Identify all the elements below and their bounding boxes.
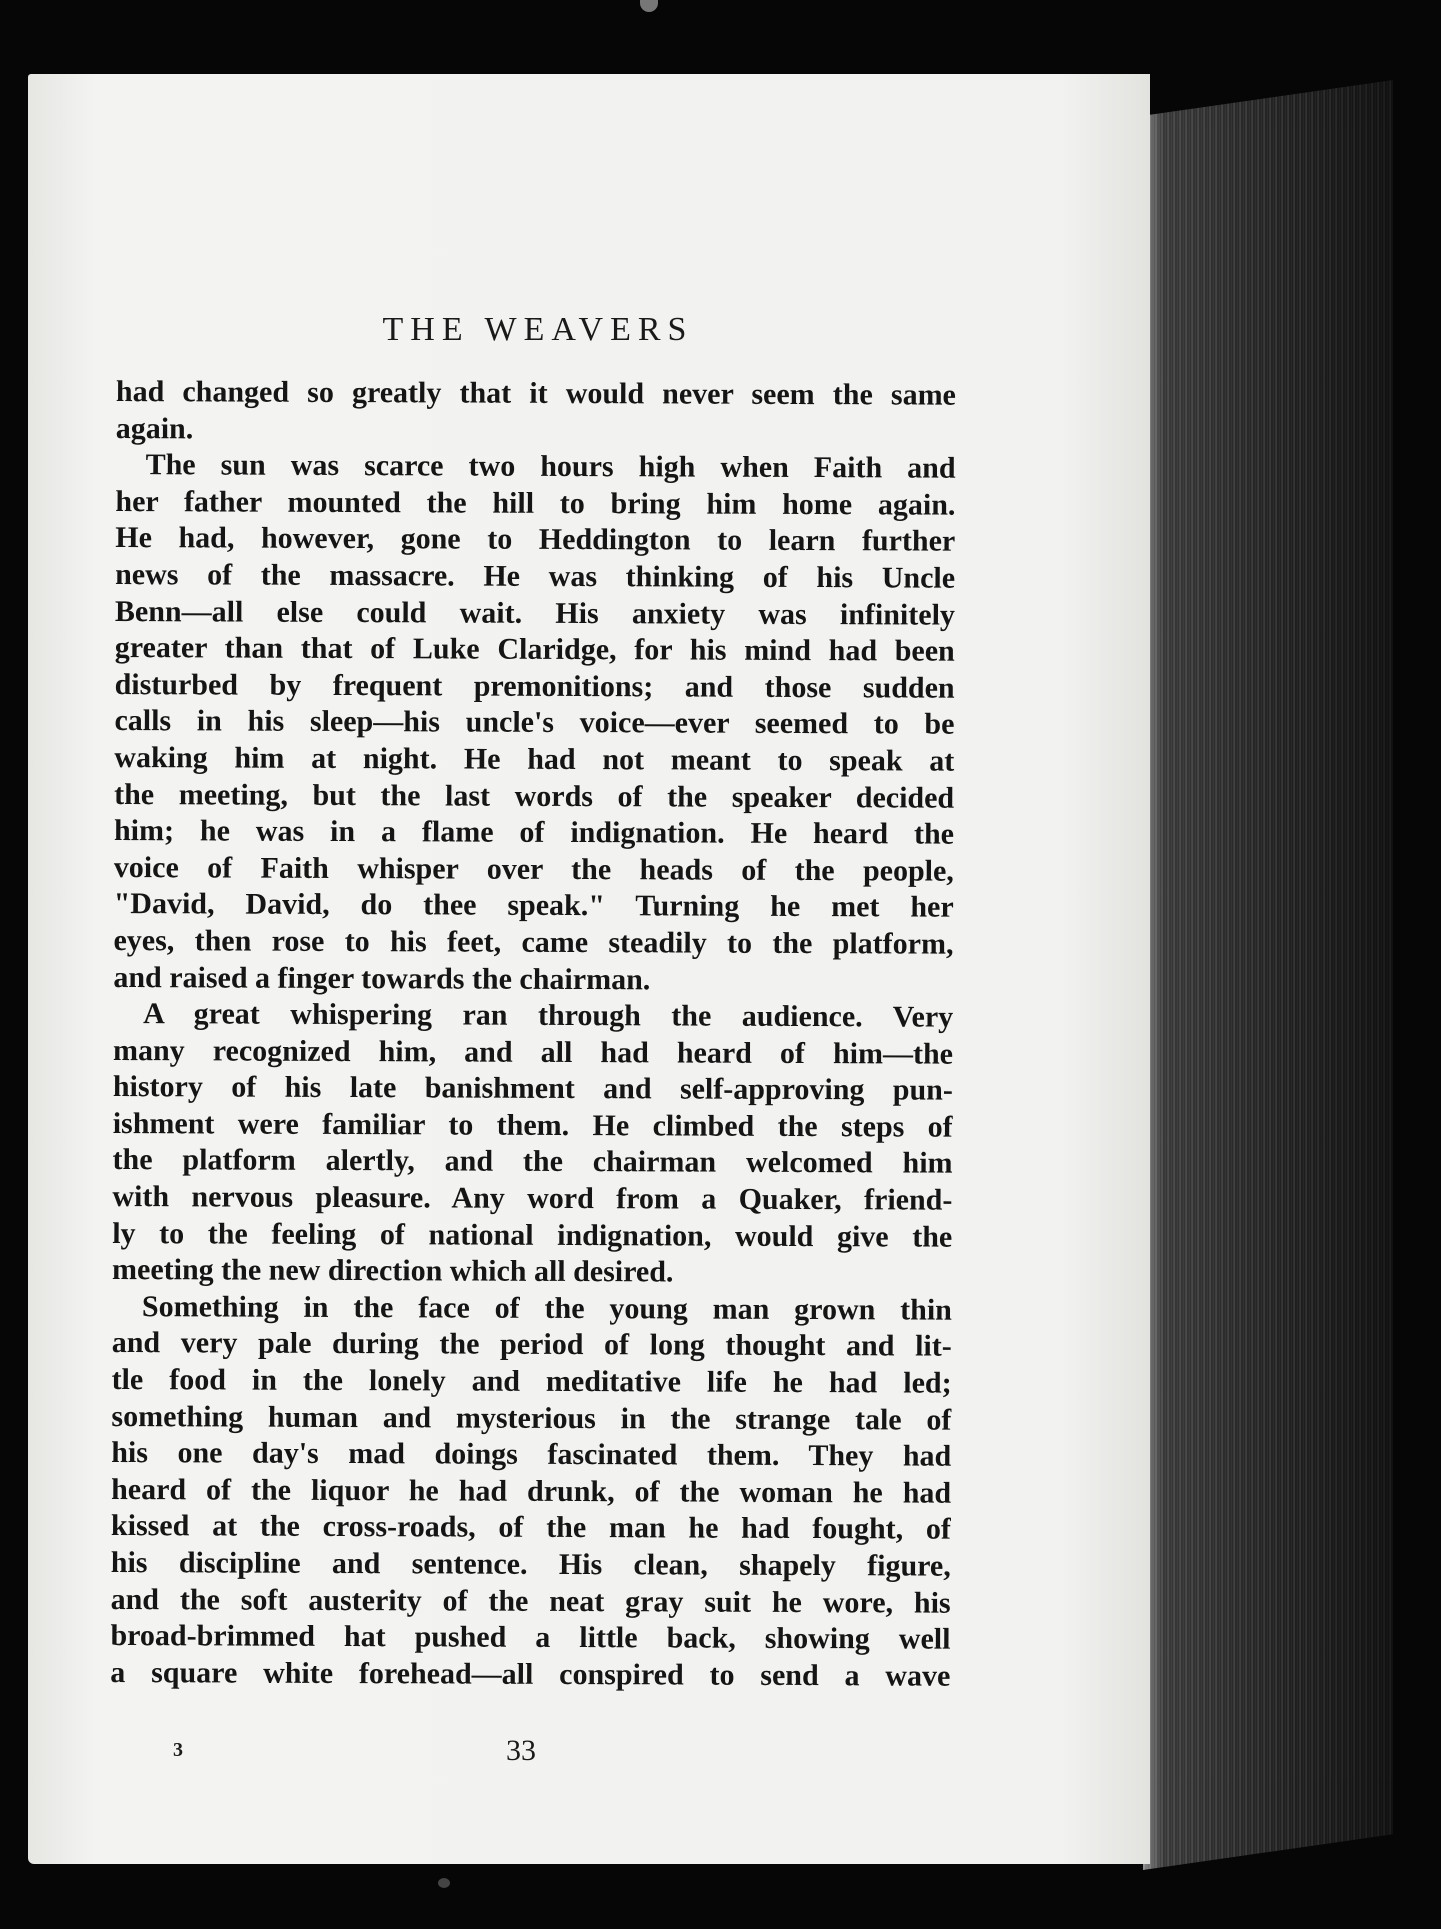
text-line: heard of the liquor he had drunk, of the woman he had	[111, 1472, 952, 1510]
text-line: history of his late banishment and self-approving pun-	[112, 1070, 953, 1107]
text-line: The sun was scarce two hours high when Faith and	[145, 448, 956, 485]
text-line: the meeting, but the last words of the speaker decided	[114, 777, 955, 815]
text-line: and raised a finger towards the chairman.	[113, 960, 651, 996]
text-line: tle food in the lonely and meditative life he had led;	[111, 1363, 952, 1400]
text-line: many recognized him, and all had heard of him—the	[112, 1033, 954, 1071]
text-line: had changed so greatly that it would never seem the same	[115, 375, 956, 412]
text-line: again.	[115, 411, 194, 445]
text-line: disturbed by frequent premonitions; and those sudden	[114, 667, 955, 705]
text-line: kissed at the cross-roads, of the man he had fought, of	[110, 1509, 952, 1547]
text-line: ishment were familiar to them. He climbed the steps of	[112, 1106, 953, 1144]
text-line: a square white forehead—all conspired to send a wave	[110, 1655, 951, 1693]
text-line: waking him at night. He had not meant to speak at	[114, 740, 955, 778]
text-line: him; he was in a flame of indignation. He heard the	[113, 814, 955, 851]
text-line: greater than that of Luke Claridge, for his mind had been	[114, 631, 955, 668]
text-line: Benn—all else could wait. His anxiety was infinitely	[114, 594, 956, 632]
text-line: eyes, then rose to his feet, came steadily to the platform,	[113, 923, 954, 961]
text-line: with nervous pleasure. Any word from a Quaker, friend-	[112, 1180, 953, 1217]
running-header: THE WEAVERS	[382, 311, 694, 348]
text-line: "David, David, do thee speak." Turning he met her	[113, 887, 954, 924]
signature-mark: 3	[173, 1739, 183, 1761]
text-line: Something in the face of the young man grown thin	[141, 1289, 952, 1327]
text-line: He had, however, gone to Heddington to learn further	[115, 521, 956, 559]
body-text	[110, 374, 956, 1695]
text-line: his one day's mad doings fascinated them. They had	[111, 1436, 952, 1473]
text-line: and the soft austerity of the neat gray suit he wore, his	[110, 1582, 951, 1620]
text-line: calls in his sleep—his uncle's voice—ever seemed to be	[114, 704, 955, 742]
text-line: his discipline and sentence. His clean, shapely figure,	[110, 1545, 951, 1583]
text-line: broad-brimmed hat pushed a little back, showing well	[110, 1619, 951, 1656]
text-line: and very pale during the period of long thought and lit-	[111, 1326, 952, 1364]
book-page-edges	[1143, 80, 1393, 1870]
text-line: something human and mysterious in the strange tale of	[111, 1399, 952, 1437]
page-sheet	[28, 74, 1150, 1864]
text-line: ly to the feeling of national indignation, would give the	[112, 1216, 953, 1254]
text-line: voice of Faith whisper over the heads of the people,	[113, 850, 954, 888]
page-number: 33	[506, 1734, 536, 1767]
text-line: A great whispering ran through the audience. Very	[143, 997, 954, 1034]
scan-artifact-bottom	[438, 1878, 450, 1888]
text-line: news of the massacre. He was thinking of his Uncle	[115, 557, 956, 595]
text-line: her father mounted the hill to bring him home again.	[115, 484, 956, 522]
text-line: meeting the new direction which all desired.	[112, 1253, 674, 1289]
scan-artifact-top	[640, 0, 658, 12]
text-line: the platform alertly, and the chairman welcomed him	[112, 1143, 953, 1181]
